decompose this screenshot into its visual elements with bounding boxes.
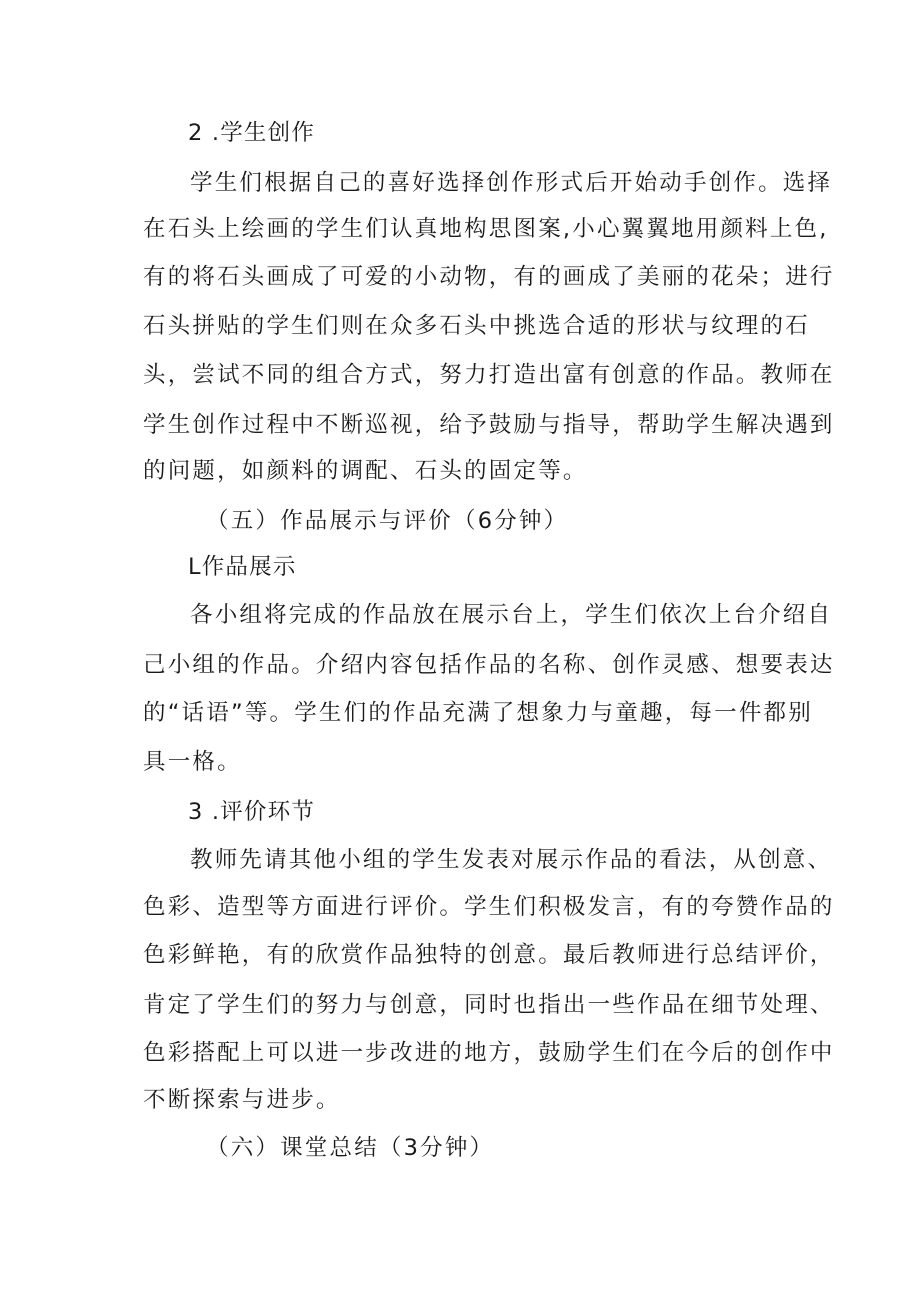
paragraph-line: 色彩搭配上可以进一步改进的地方，鼓励学生们在今后的创作中 [143,1040,835,1066]
paragraph-line: 学生们根据自己的喜好选择创作形式后开始动手创作。选择 [190,170,833,196]
paragraph-line: 不断探索与进步。 [143,1087,341,1113]
paragraph-line: 教师先请其他小组的学生发表对展示作品的看法，从创意、 [190,847,833,873]
paragraph-line: 的问题，如颜料的调配、石头的固定等。 [143,458,588,484]
paragraph-line: 的“话语”等。学生们的作品充满了想象力与童趣，每一件都别 [143,700,813,726]
paragraph-line: 色彩、造型等方面进行评价。学生们积极发言，有的夸赞作品的 [143,894,835,920]
paragraph-line: 石头拼贴的学生们则在众多石头中挑选合适的形状与纹理的石 [143,313,810,339]
paragraph-line: 具一格。 [143,749,242,775]
paragraph-line: 各小组将完成的作品放在展示台上，学生们依次上台介绍自 [190,602,833,628]
paragraph-line: 有的将石头画成了可爱的小动物，有的画成了美丽的花朵；进行 [143,264,835,290]
paragraph-line: 在石头上绘画的学生们认真地构思图案,小心翼翼地用颜料上色, [143,216,829,242]
paragraph-line: 学生创作过程中不断巡视，给予鼓励与指导，帮助学生解决遇到 [143,412,835,438]
heading-work-display: L作品展示 [188,554,297,580]
section-title-6: （六）课堂总结（3分钟） [206,1135,495,1161]
paragraph-line: 头，尝试不同的组合方式，努力打造出富有创意的作品。教师在 [143,362,835,388]
paragraph-line: 肯定了学生们的努力与创意，同时也指出一些作品在细节处理、 [143,992,835,1018]
paragraph-line: 色彩鲜艳，有的欣赏作品独特的创意。最后教师进行总结评价， [143,942,835,968]
heading-student-creation: 2 .学生创作 [188,120,316,146]
section-title-5: （五）作品展示与评价（6分钟） [206,508,569,534]
paragraph-line: 己小组的作品。介绍内容包括作品的名称、创作灵感、想要表达 [143,652,835,678]
heading-evaluation: 3 .评价环节 [188,799,316,825]
